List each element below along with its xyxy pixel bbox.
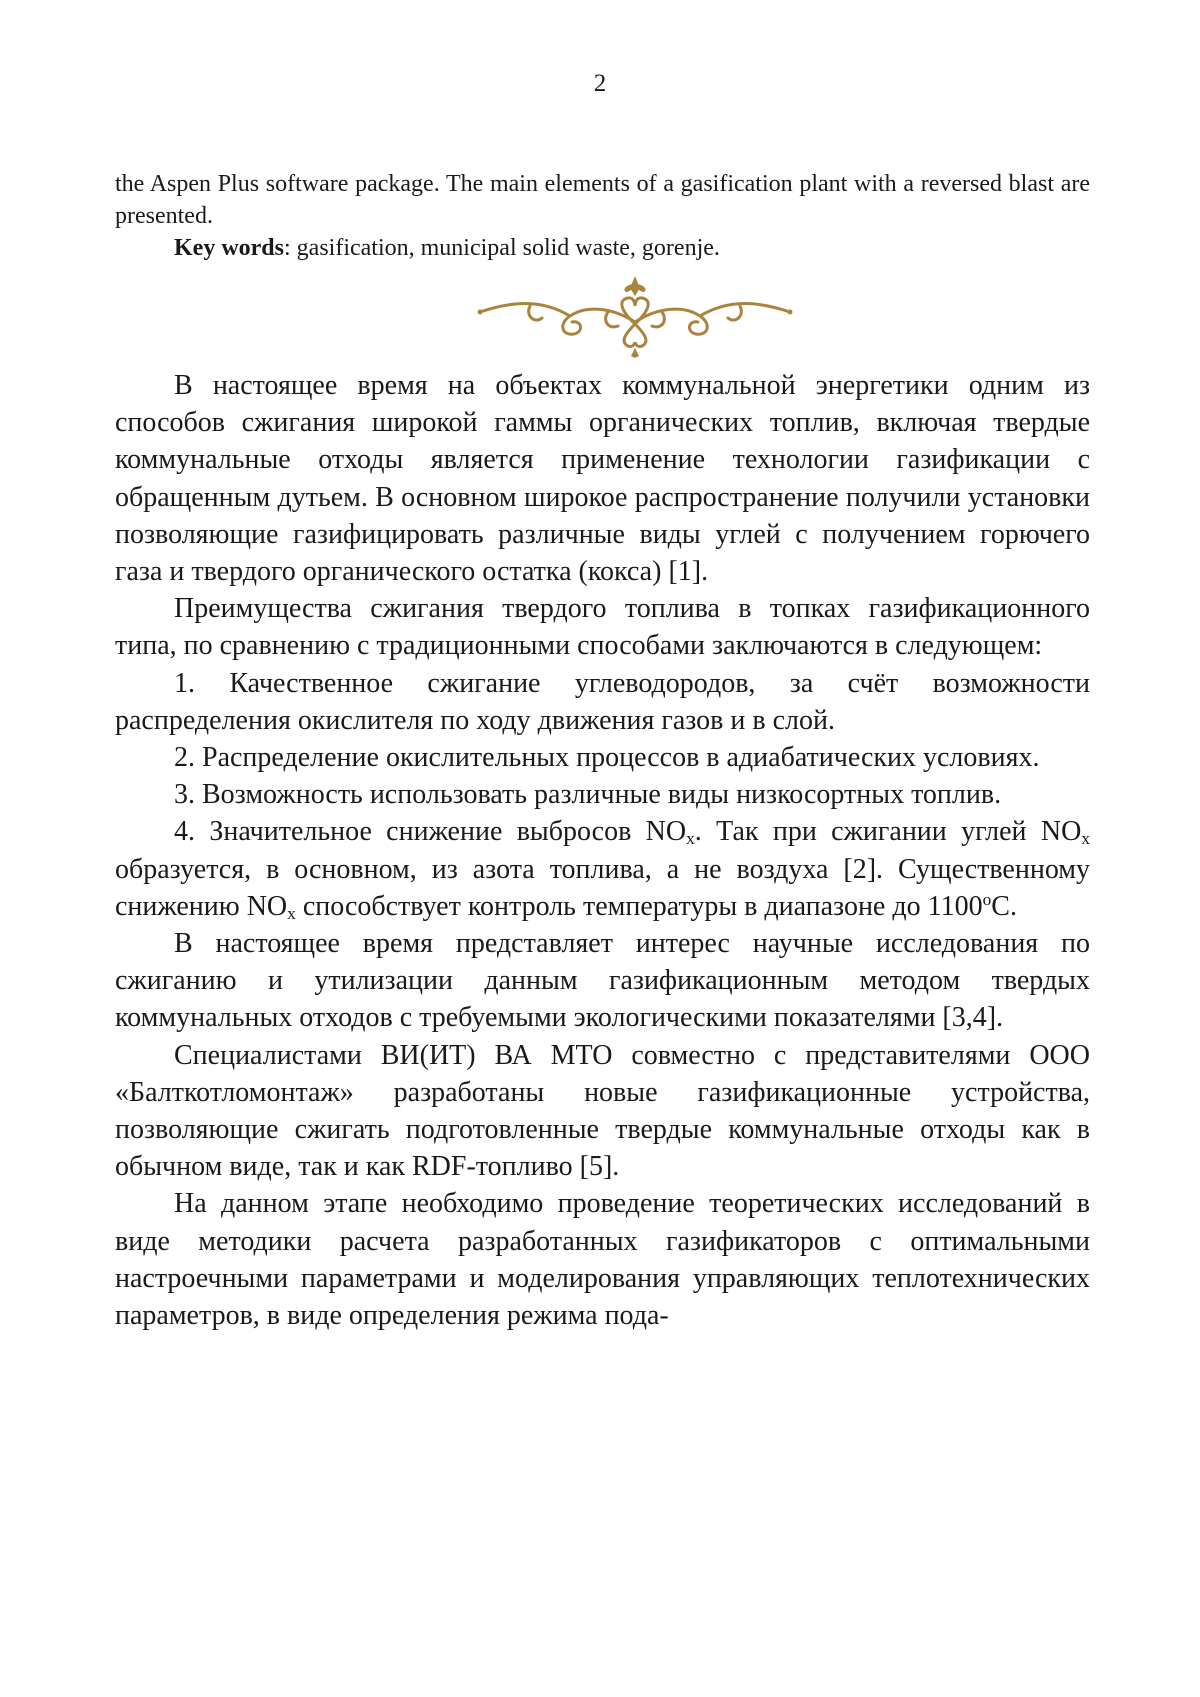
- list-item-text: С.: [991, 890, 1017, 922]
- paragraph: В настоящее время на объектах коммунальной энергетики одним из способов сжигания широкой гаммы органических топлив, включая твердые коммунальные отходы является применение технологии газификации с обращенным дутьем. В основном широкое распространение получили установки позволяющие газифицировать различные виды углей с получением горючего газа и твердого органического остатка (кокса) [1].: [115, 370, 1090, 588]
- decorative-flourish-icon: [470, 276, 800, 358]
- keywords-text: : gasification, municipal solid waste, gorenje.: [284, 235, 720, 261]
- subscript: x: [287, 903, 296, 923]
- paragraph: В настоящее время представляет интерес научные исследования по сжиганию и утилизации данным газификационным методом твердых коммунальных отходов с требуемыми экологическими показателями [3,4].: [115, 928, 1090, 1034]
- subscript: x: [1081, 829, 1090, 849]
- paragraph: Специалистами ВИ(ИТ) ВА МТО совместно с представителями ООО «Балткотломонтаж» разработаны новые газификационные устройства, позволяющие сжигать подготовленные твердые коммунальные отходы как в обычном виде, так и как RDF-топливо [5].: [115, 1039, 1090, 1183]
- keywords-label: Key words: [174, 235, 284, 261]
- abstract-text: the Aspen Plus software package. The main elements of a gasification plant with a reversed blast are presented.: [115, 171, 1090, 229]
- list-item: 3. Возможность использовать различные виды низкосортных топлив.: [174, 779, 1002, 811]
- degree-superscript: o: [982, 889, 992, 909]
- list-item-text: образуется, в основном, из азота топлива, а не воздуха [2]. Существенному снижению NO: [115, 853, 1090, 922]
- keywords-line: [115, 232, 1090, 264]
- list-item-text: . Так при сжигании углей NO: [694, 816, 1082, 848]
- abstract-english: [115, 168, 1090, 264]
- paragraph: Преимущества сжигания твердого топлива в топках газификационного типа, по сравнению с традиционными способами заключаются в следующем:: [115, 593, 1090, 662]
- list-item: 1. Качественное сжигание углеводородов, за счёт возможности распределения окислителя по ходу движения газов и в слой.: [115, 667, 1090, 736]
- page-number: 2: [593, 70, 607, 97]
- paragraph: На данном этапе необходимо проведение теоретических исследований в виде методики расчета разработанных газификаторов с оптимальными настроечными параметрами и моделирования управляющих теплотехнических параметров, в виде определения режима пода-: [115, 1188, 1090, 1332]
- list-item-text: 4. Значительное снижение выбросов NO: [174, 816, 687, 848]
- list-item: 2. Распределение окислительных процессов в адиабатических условиях.: [174, 742, 1040, 774]
- main-text: [115, 367, 1090, 1334]
- subscript: x: [686, 829, 695, 849]
- list-item: [115, 813, 1090, 925]
- list-item-text: способствует контроль температуры в диапазоне до 1100: [295, 890, 983, 922]
